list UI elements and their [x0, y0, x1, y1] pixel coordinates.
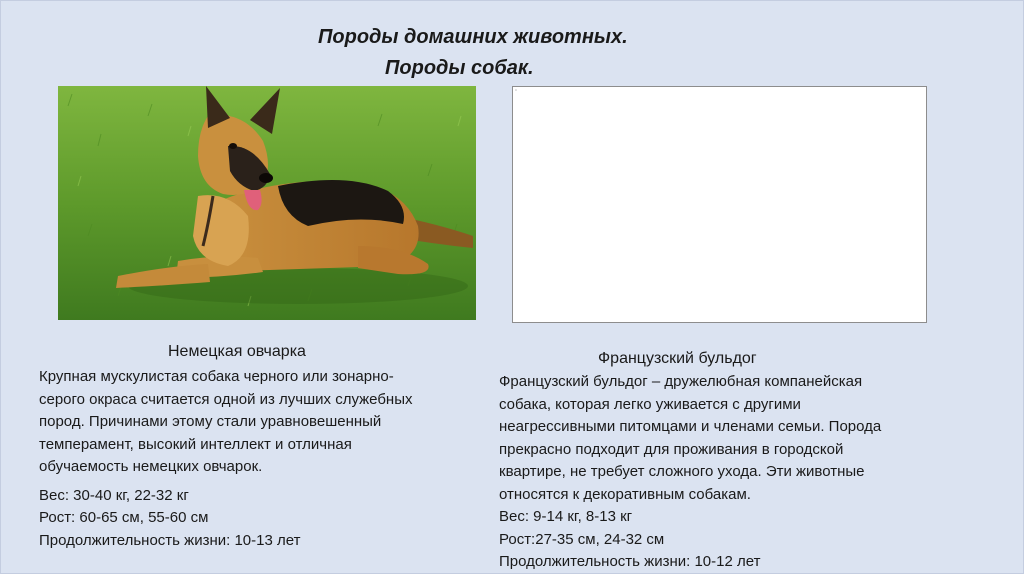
german-shepherd-photo [58, 86, 476, 320]
french-bulldog-description [499, 371, 969, 574]
description-line: квартире, не требует сложного ухода. Эти животные [499, 463, 865, 480]
breed-name-german-shepherd: Немецкая овчарка [168, 343, 306, 360]
weight-info: Вес: 30-40 кг, 22-32 кг [39, 486, 189, 504]
description-line: темперамент, высокий интеллект и отличная [39, 435, 352, 453]
slide-title: Породы домашних животных. [318, 26, 628, 48]
description-line: прекрасно подходит для проживания в городской [499, 440, 844, 458]
description-line: Крупная мускулистая собака черного или зонарно- [39, 368, 394, 385]
german-shepherd-description [39, 366, 479, 552]
height-info: Рост:27-35 см, 24-32 см [499, 530, 665, 548]
breed-name-french-bulldog: Французский бульдог [598, 350, 757, 367]
description-line: Французский бульдог – дружелюбная компанейская [499, 373, 863, 390]
description-line: обучаемость немецких овчарок. [39, 458, 263, 475]
description-line: неагрессивными питомцами и членами семьи. Порода [499, 418, 882, 435]
description-line: собака, которая легко уживается с другими [499, 395, 801, 413]
description-line: относятся к декоративным собакам. [499, 485, 751, 503]
lifespan-info: Продолжительность жизни: 10-12 лет [499, 553, 761, 570]
height-info: Рост: 60-65 см, 55-60 см [39, 509, 209, 526]
slide-subtitle: Породы собак. [385, 57, 534, 79]
broken-image-icon: □ [515, 88, 517, 92]
description-line: серого окраса считается одной из лучших служебных [39, 390, 413, 408]
weight-info: Вес: 9-14 кг, 8-13 кг [499, 508, 633, 525]
description-line: пород. Причинами этому стали уравновешенный [39, 413, 382, 430]
lifespan-info: Продолжительность жизни: 10-13 лет [39, 531, 301, 549]
french-bulldog-image-placeholder [512, 86, 927, 323]
